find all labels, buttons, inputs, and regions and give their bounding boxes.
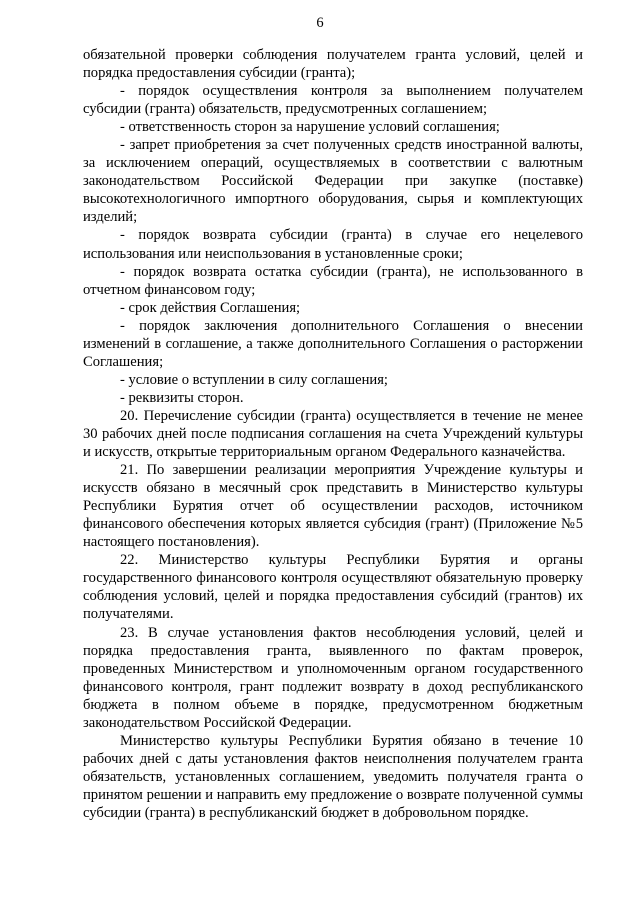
list-item-term: - срок действия Соглашения; [120, 299, 301, 316]
clause-23: 23. В случае установления фактов несоблюдения условий, целей и порядка предоставления гранта, выявленного по фактам проверок, проведенных Министерством и уполномоченным органом государственного финансового контроля, грант подлежит возврату в доход республиканского бюджета в полном объеме в порядке, предусмотренном бюджетным законодательством Российской Федерации. [83, 624, 583, 731]
list-item-remainder-return: - порядок возврата остатка субсидии (гранта), не использованного в отчетном финансовом году; [83, 263, 583, 298]
clause-21: 21. По завершении реализации мероприятия Учреждение культуры и искусств обязано в месячный срок представить в Министерство культуры Республики Бурятия отчет об осуществлении расходов, источником финансового обеспечения которых является субсидия (грант) (Приложение №5 настоящего постановления). [83, 462, 583, 551]
ministry-obligation-paragraph: Министерство культуры Республики Бурятия обязано в течение 10 рабочих дней с даты установления фактов неисполнения получателем гранта обязательств, установленных соглашением, уведомить получателя гранта о принятом решении и направить ему предложение о возврате полученной суммы субсидии (гранта) в республиканский бюджет в добровольном порядке. [83, 732, 583, 821]
clause-22: 22. Министерство культуры Республики Бурятия и органы государственного финансового контроля осуществляют обязательную проверку соблюдения условий, целей и порядка предоставления субсидий (грантов) их получателями. [83, 552, 583, 623]
list-item-return-procedure: - порядок возврата субсидии (гранта) в случае его нецелевого использования или неиспользования в установленные сроки; [83, 227, 583, 262]
page-number: 6 [316, 15, 324, 31]
document-body [83, 46, 583, 822]
list-item-control-procedure: - порядок осуществления контроля за выполнением получателем субсидии (гранта) обязательств, предусмотренных соглашением; [83, 83, 583, 118]
paragraph-continuation: обязательной проверки соблюдения получателем гранта условий, целей и порядка предоставления субсидии (гранта); [83, 47, 583, 82]
list-item-responsibility: - ответственность сторон за нарушение условий соглашения; [120, 119, 500, 136]
list-item-entry-into-force: - условие о вступлении в силу соглашения; [120, 371, 388, 388]
list-item-currency-ban: - запрет приобретения за счет полученных средств иностранной валюты, за исключением операций, осуществляемых в соответствии с валютным законодательством Российской Федерации при закупке (поставке) высокотехнологичного импортного оборудования, сырья и комплектующих изделий; [83, 137, 583, 226]
clause-20: 20. Перечисление субсидии (гранта) осуществляется в течение не менее 30 рабочих дней после подписания соглашения на счета Учреждений культуры и искусств, открытые территориальным органом Федерального казначейства. [83, 407, 583, 461]
list-item-amendment-procedure: - порядок заключения дополнительного Соглашения о внесении изменений в соглашение, а также дополнительного Соглашения о расторжении Соглашения; [83, 317, 583, 370]
list-item-requisites: - реквизиты сторон. [120, 389, 244, 406]
